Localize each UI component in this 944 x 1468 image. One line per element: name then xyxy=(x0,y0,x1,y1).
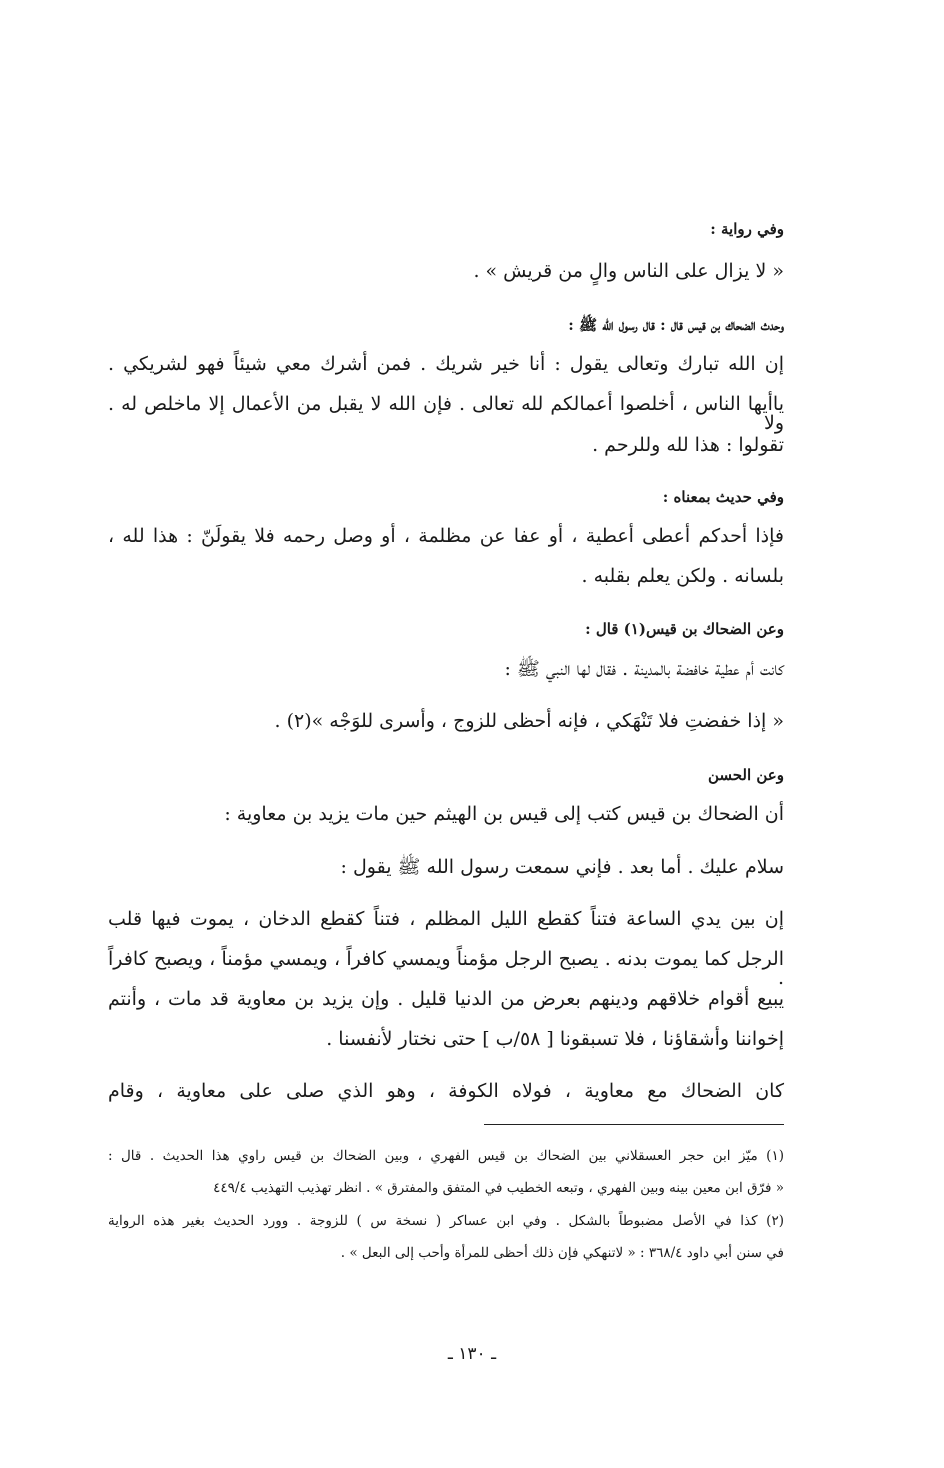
section-heading: وعن الضحاك بن قيس(١) قال : xyxy=(585,620,784,638)
section-heading: وعن الحسن xyxy=(707,766,784,784)
hadith-quote: « إذا خفضتِ فلا تَنْهَكي ، فإنه أحظى للزوج ، وأسرى للوَجْه »(٢) . xyxy=(274,710,784,732)
paragraph-line: كان الضحاك مع معاوية ، فولاه الكوفة ، وهو الذي صلى على معاوية ، وقام xyxy=(108,1080,784,1102)
paragraph-line: سلام عليك . أما بعد . فإني سمعت رسول الله ﷺ يقول : xyxy=(340,856,784,878)
paragraph-line: أن الضحاك بن قيس كتب إلى قيس بن الهيثم حين مات يزيد بن معاوية : xyxy=(224,803,784,825)
paragraph-line: فإذا أحدكم أعطى أعطية ، أو عفا عن مظلمة ، أو وصل رحمه فلا يقولَنّ : هذا لله ، xyxy=(108,525,784,547)
section-heading: وحدث الضحاك بن قيس قال : قال رسول الله ﷺ : xyxy=(568,316,784,334)
paragraph-line: تقولوا : هذا لله وللرحم . xyxy=(592,434,784,456)
footnote-line: (١) ميّز ابن حجر العسقلاني بين الضحاك بن قيس الفهري ، وبين الضحاك بن قيس راوي هذا الحديث . قال : xyxy=(108,1148,784,1164)
paragraph-line: يبيع أقوام خلاقهم ودينهم بعرض من الدنيا قليل . وإن يزيد بن معاوية قد مات ، وأنتم xyxy=(108,988,784,1010)
paragraph-line: كانت أم عطية خافضة بالمدينة . فقال لها النبي ﷺ : xyxy=(504,658,784,680)
hadith-quote: « لا يزال على الناس والٍ من قريش » . xyxy=(473,260,784,282)
paragraph-line: إن الله تبارك وتعالى يقول : أنا خير شريك . فمن أشرك معي شيئاً فهو لشريكي . xyxy=(108,353,784,375)
footnote-line: (٢) كذا في الأصل مضبوطاً بالشكل . وفي ابن عساكر ( نسخة س ) للزوجة . وورد الحديث بغير هذه الرواية xyxy=(108,1213,784,1229)
paragraph-line: بلسانه . ولكن يعلم بقلبه . xyxy=(581,565,784,587)
section-heading: وفي حديث بمعناه : xyxy=(662,488,784,506)
footnote-line: في سنن أبي داود ٣٦٨/٤ : « لاتنهكي فإن ذلك أحظى للمرأة وأحب إلى البعل » . xyxy=(340,1245,784,1261)
footnote-separator xyxy=(484,1124,784,1125)
page-number: ـ ١٣٠ ـ xyxy=(447,1344,497,1364)
section-heading: وفي رواية : xyxy=(710,220,784,238)
paragraph-line: ياأيها الناس ، أخلصوا أعمالكم لله تعالى . فإن الله لا يقبل من الأعمال إلا ماخلص له . ولا xyxy=(108,393,784,434)
footnote-line: « فرّق ابن معين بينه وبين الفهري ، وتبعه الخطيب في المتفق والمفترق » . انظر تهذيب التهذيب ٤٤٩/٤ xyxy=(213,1180,784,1196)
paragraph-line: إن بين يدي الساعة فتناً كقطع الليل المظلم ، فتناً كقطع الدخان ، يموت فيها قلب xyxy=(108,908,784,930)
paragraph-line: إخواننا وأشقاؤنا ، فلا تسبقونا [ ٥٨/ب ] حتى نختار لأنفسنا . xyxy=(326,1028,784,1050)
paragraph-line: الرجل كما يموت بدنه . يصبح الرجل مؤمناً ويمسي كافراً ، ويمسي مؤمناً ، ويصبح كافراً . xyxy=(108,948,784,989)
